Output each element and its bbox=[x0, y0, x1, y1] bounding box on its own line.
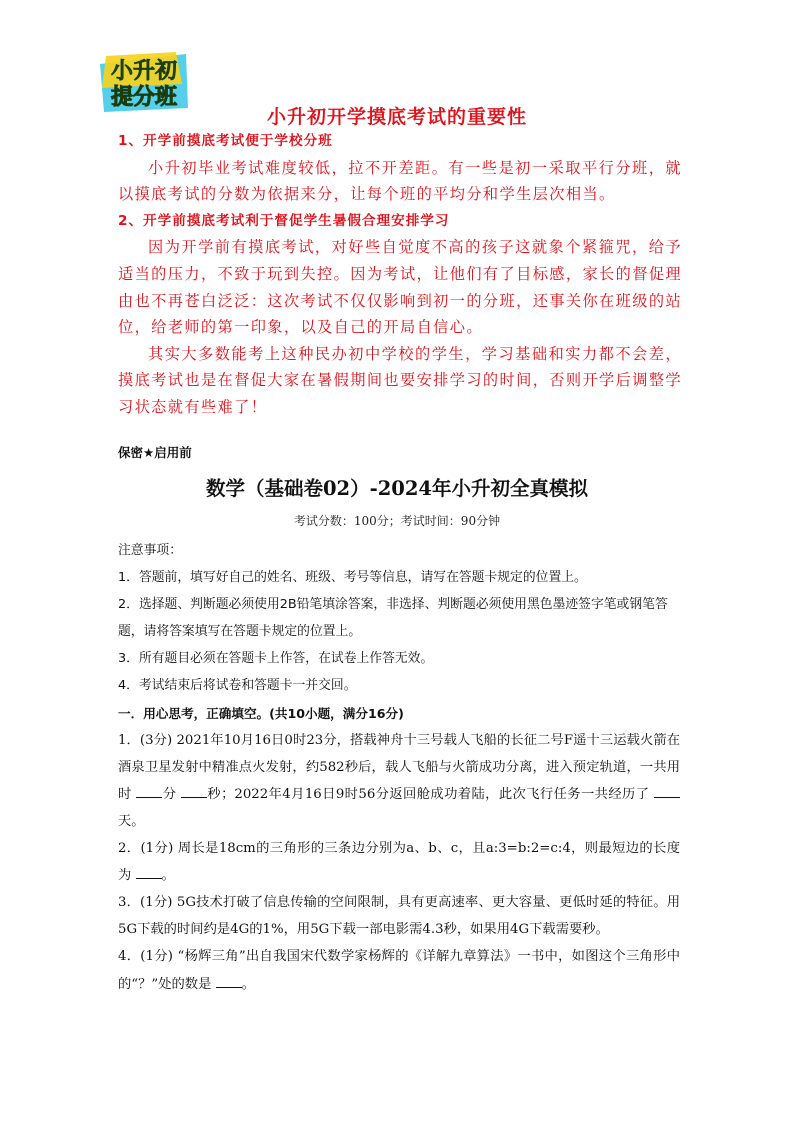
exam-body bbox=[118, 537, 680, 998]
question-4-text-a: 4．(1分) “杨辉三角”出自我国宋代数学家杨辉的《详解九章算法》一书中，如图这个三角形中的“？”处的数是 bbox=[118, 949, 680, 992]
confidential-mark: 保密★启用前 bbox=[118, 445, 192, 460]
answer-blank[interactable] bbox=[216, 973, 242, 988]
answer-blank[interactable] bbox=[136, 783, 162, 798]
question-1-text-c: 秒；2022年4月16日9时56分返回舱成功着陆，此次飞行任务一共经历了 bbox=[207, 786, 650, 802]
note-item: 4．考试结束后将试卷和答题卡一并交回。 bbox=[118, 678, 357, 694]
question-2 bbox=[118, 835, 680, 889]
question-2-text-b: 。 bbox=[161, 868, 175, 884]
note-item: 2．选择题、判断题必须使用2B铅笔填涂答案，非选择、判断题必须使用黑色墨迹签字笔或钢笔答题，请将答案填写在答题卡规定的位置上。 bbox=[118, 597, 668, 640]
question-3: 3．(1分) 5G技术打破了信息传输的空间限制，具有更高速率、更大容量、更低时延的特征。用5G下载的时间约是4G的1%，用5G下载一部电影需4.3秒，如果用4G下载需要秒。 bbox=[118, 895, 680, 938]
intro-paragraph-3: 其实大多数能考上这种民办初中学校的学生，学习基础和实力都不会差，摸底考试也是在督促大家在暑假期间也要安排学习的时间，否则开学后调整学习状态就有些难了！ bbox=[118, 344, 682, 416]
exam-title: 数学（基础卷02）-2024年小升初全真模拟 bbox=[205, 477, 588, 500]
note-item: 3．所有题目必须在答题卡上作答，在试卷上作答无效。 bbox=[118, 651, 434, 667]
intro-title: 小升初开学摸底考试的重要性 bbox=[266, 106, 527, 128]
question-4 bbox=[118, 943, 680, 997]
intro-heading-2: 2、开学前摸底考试利于督促学生暑假合理安排学习 bbox=[118, 212, 450, 229]
intro-paragraph-1: 小升初毕业考试难度较低，拉不开差距。有一些是初一采取平行分班，就以摸底考试的分数为依据来分，让每个班的平均分和学生层次相当。 bbox=[118, 158, 682, 204]
exam-subtitle: 考试分数：100分；考试时间：90分钟 bbox=[293, 514, 501, 528]
question-4-text-b: 。 bbox=[241, 976, 255, 992]
question-1-text-d: 天。 bbox=[118, 813, 145, 829]
question-1-text-a: 1．(3分) 2021年10月16日0时23分，搭载神舟十三号载人飞船的长征二号F遥十三运载火箭在酒泉卫星发射中精准点火发射，约582秒后，载人飞船与火箭成功分离，进入预定轨道，一共用时 bbox=[118, 732, 680, 802]
notes-label: 注意事项： bbox=[118, 543, 182, 558]
intro-section bbox=[118, 128, 682, 421]
intro-heading-1: 1、开学前摸底考试便于学校分班 bbox=[118, 133, 333, 149]
answer-blank[interactable] bbox=[136, 864, 162, 879]
logo-line1: 小升初 bbox=[110, 59, 178, 84]
section-heading: 一．用心思考，正确填空。(共10小题，满分16分) bbox=[118, 705, 404, 721]
question-2-text-a: 2．(1分) 周长是18cm的三角形的三条边分别为a、b、c，且a:3=b:2=c:4，则最短边的长度为 bbox=[118, 841, 680, 884]
answer-blank[interactable] bbox=[181, 783, 207, 798]
note-item: 1．答题前，填写好自己的姓名、班级、考号等信息，请写在答题卡规定的位置上。 bbox=[118, 570, 587, 586]
logo-line2: 提分班 bbox=[110, 85, 178, 110]
question-1 bbox=[118, 727, 680, 835]
answer-blank[interactable] bbox=[654, 783, 680, 798]
question-1-text-b: 分 bbox=[162, 786, 177, 802]
intro-paragraph-2: 因为开学前有摸底考试，对好些自觉度不高的孩子这就象个紧箍咒，给予适当的压力，不致于玩到失控。因为考试，让他们有了目标感，家长的督促理由也不再苍白泛泛：这次考试不仅仅影响到初一的分班，还事关你在班级的站位，给老师的第一印象，以及自己的开局自信心。 bbox=[118, 238, 682, 337]
